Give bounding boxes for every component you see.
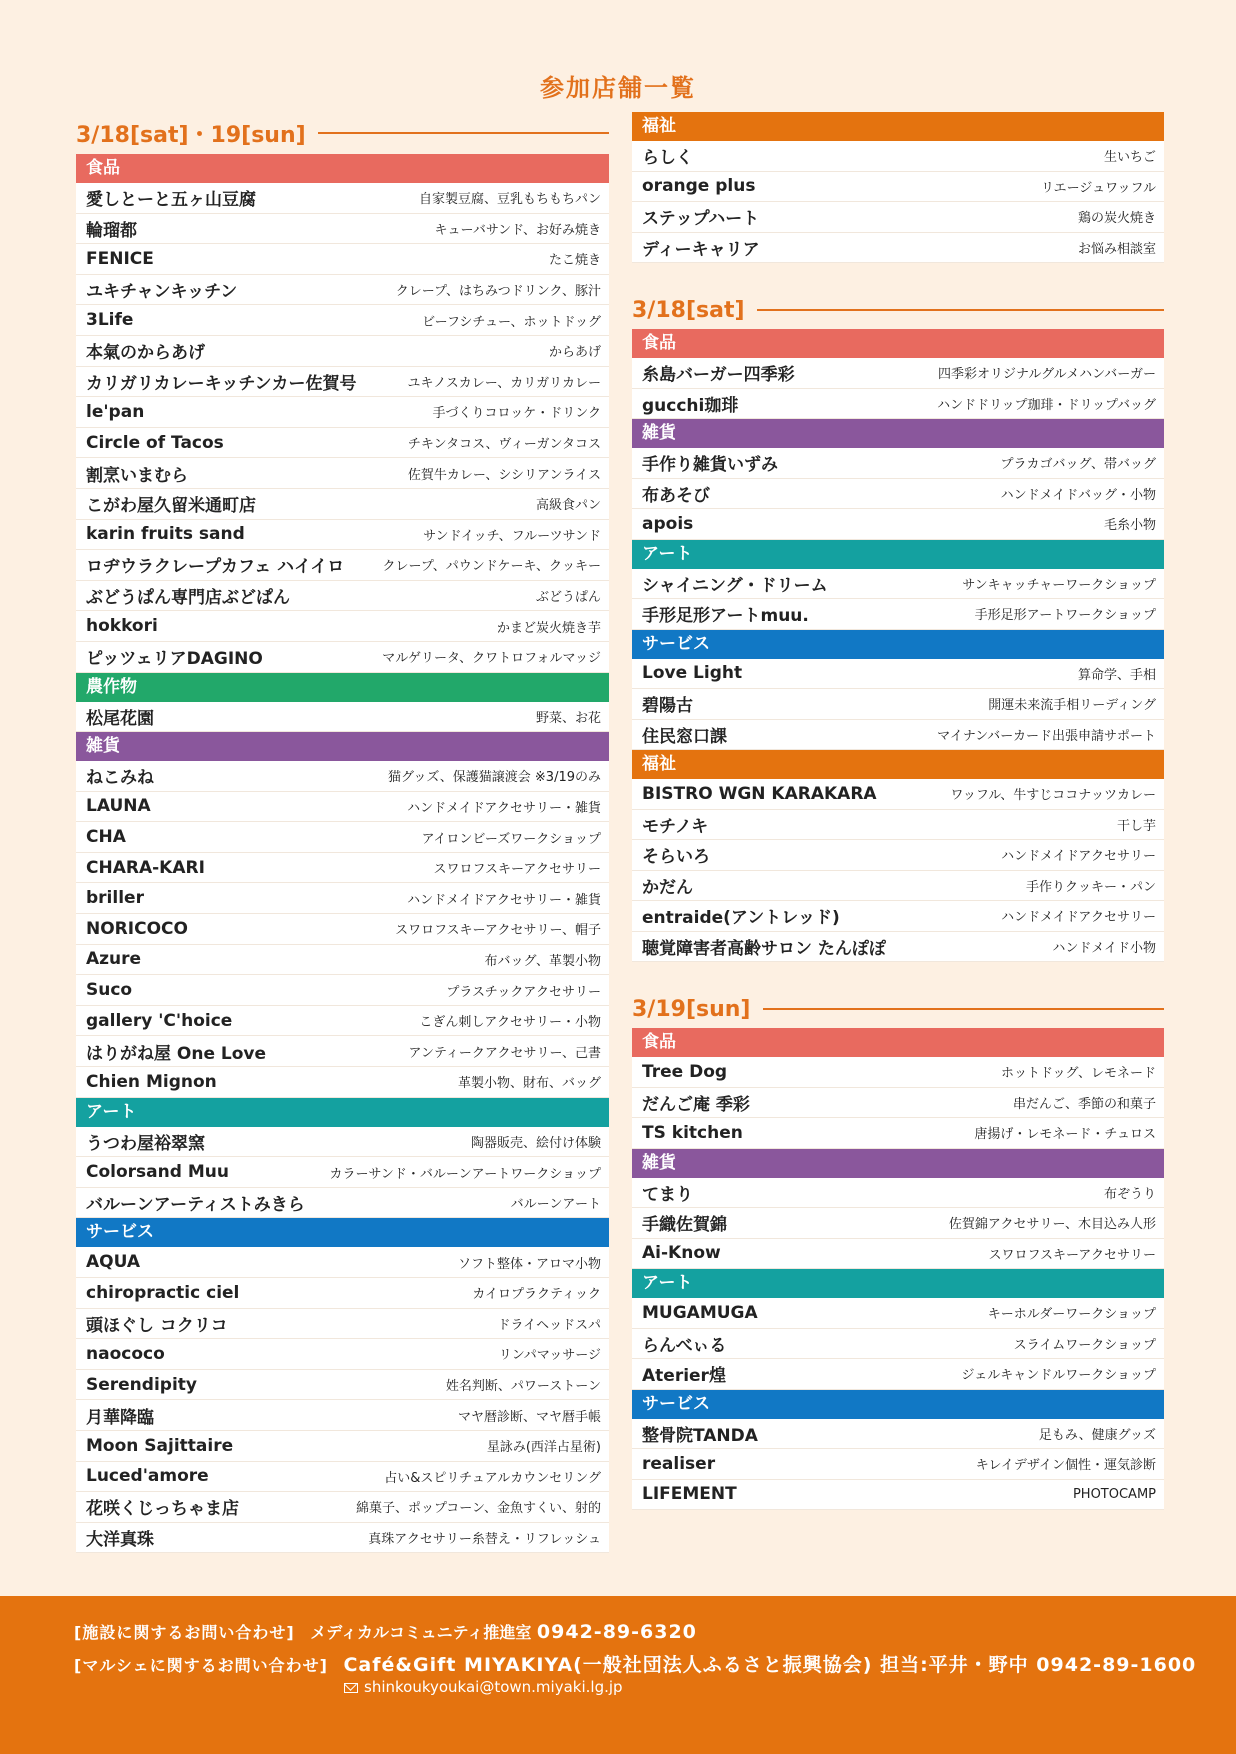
shop-row	[76, 822, 609, 853]
left-shop-list	[76, 154, 609, 1553]
facility-contact-label: [施設に関するお問い合わせ]	[74, 1623, 295, 1642]
shop-name: CHARA-KARI	[86, 857, 205, 878]
shop-row	[632, 1208, 1164, 1239]
shop-description: 布バッグ、革製小物	[484, 953, 601, 969]
shop-row	[632, 779, 1164, 810]
shop-row	[76, 1278, 609, 1309]
shop-name: Tree Dog	[642, 1061, 728, 1082]
shop-name: 碧陽古	[642, 696, 693, 717]
shop-name: 輪瑠都	[86, 220, 137, 241]
shop-name: naococo	[86, 1343, 165, 1364]
shop-description: ハンドメイドアクセサリー	[1001, 849, 1156, 865]
shop-description: キーホルダーワークショップ	[987, 1307, 1156, 1323]
shop-name: 頭ほぐし コクリコ	[86, 1315, 228, 1336]
shop-row	[76, 1036, 609, 1067]
shop-description: 野菜、お花	[535, 710, 601, 726]
shop-name: Azure	[86, 949, 142, 970]
shop-name: 大洋真珠	[86, 1530, 154, 1551]
shop-description: ドライヘッドスパ	[497, 1317, 601, 1333]
shop-description: ジェルキャンドルワークショップ	[961, 1368, 1156, 1384]
shop-description: ハンドメイド小物	[1052, 940, 1156, 956]
shop-description: ビーフシチュー、ホットドッグ	[422, 314, 601, 330]
shop-row	[632, 1419, 1164, 1450]
category-header: 福祉	[632, 750, 1164, 779]
shop-name: gallery 'C'hoice	[86, 1010, 233, 1031]
shop-name: entraide(アントレッド)	[642, 908, 840, 929]
shop-name: 花咲くじっちゃま店	[86, 1499, 239, 1520]
shop-description: かまど炭火焼き芋	[496, 620, 601, 636]
shop-name: NORICOCO	[86, 918, 188, 939]
shop-name: CHA	[86, 827, 126, 848]
shop-row	[632, 840, 1164, 871]
shop-name: ピッツェリアDAGINO	[86, 649, 263, 670]
shop-name: TS kitchen	[642, 1122, 743, 1143]
category-header: 食品	[76, 154, 609, 183]
shop-description: 星詠み(西洋占星術)	[486, 1440, 601, 1456]
shop-name: 糸島バーガー四季彩	[642, 365, 795, 386]
shop-description: 姓名判断、パワーストーン	[445, 1379, 601, 1395]
shop-row	[76, 581, 609, 612]
shop-description: ぶどうぱん	[535, 590, 601, 606]
shop-description: 唐揚げ・レモネード・チュロス	[974, 1127, 1156, 1143]
shop-description: バルーンアート	[510, 1197, 601, 1213]
shop-name: うつわ屋裕翠窯	[86, 1133, 205, 1154]
shop-row	[76, 428, 609, 459]
shop-description: ハンドメイドアクセサリー・雑貨	[407, 800, 601, 816]
shop-name: realiser	[642, 1453, 716, 1474]
date-heading-label: 3/18[sat]	[632, 297, 745, 323]
shop-name: Ai-Know	[642, 1243, 721, 1264]
shop-description: 陶器販売、絵付け体験	[470, 1135, 601, 1151]
shop-row	[76, 367, 609, 398]
shop-row	[76, 489, 609, 520]
shop-name: chiropractic ciel	[86, 1282, 240, 1303]
date-heading	[632, 990, 1164, 1028]
shop-description: マルゲリータ、クワトロフォルマッジ	[382, 651, 601, 667]
shop-description: スライムワークショップ	[1013, 1337, 1156, 1353]
shop-description: 串だんご、季節の和菓子	[1012, 1096, 1156, 1112]
shop-name: hokkori	[86, 616, 158, 637]
shop-row	[632, 141, 1164, 172]
shop-name: ぶどうぱん専門店ぶどぱん	[86, 588, 290, 609]
shop-name: 月華降臨	[86, 1407, 154, 1428]
shop-description: チキンタコス、ヴィーガンタコス	[407, 437, 601, 453]
shop-name: Aterier煌	[642, 1366, 726, 1387]
shop-description: プラスチックアクセサリー	[446, 984, 601, 1000]
shop-row	[632, 358, 1164, 389]
shop-name: 手作り雑貨いずみ	[642, 455, 778, 476]
category-header: 食品	[632, 329, 1164, 358]
shop-name: だんご庵 季彩	[642, 1094, 750, 1115]
shop-row	[76, 1370, 609, 1401]
shop-description: マヤ暦診断、マヤ暦手帳	[457, 1409, 601, 1425]
shop-name: le'pan	[86, 401, 145, 422]
shop-name: ねこみね	[86, 768, 154, 789]
shop-name: Luced'amore	[86, 1466, 209, 1487]
shop-row	[76, 761, 609, 792]
shop-row	[632, 720, 1164, 751]
shop-name: AQUA	[86, 1252, 141, 1273]
shop-description: 算命学、手相	[1077, 667, 1156, 683]
shop-row	[632, 202, 1164, 233]
category-header: アート	[632, 1269, 1164, 1298]
shop-name: Colorsand Muu	[86, 1162, 229, 1183]
shop-name: 3Life	[86, 310, 134, 331]
shop-row	[76, 611, 609, 642]
shop-row	[76, 397, 609, 428]
shop-description: アンティークアクセサリー、己書	[408, 1045, 601, 1061]
category-header: 食品	[632, 1028, 1164, 1057]
mail-icon	[344, 1683, 358, 1693]
shop-name: こがわ屋久留米通町店	[86, 496, 256, 517]
category-header: 雑貨	[76, 732, 609, 761]
shop-description: 佐賀錦アクセサリー、木目込み人形	[948, 1217, 1156, 1233]
date-heading-rule	[757, 309, 1164, 311]
shop-name: orange plus	[642, 176, 756, 197]
shop-row	[632, 1449, 1164, 1480]
shop-description: PHOTOCAMP	[1072, 1486, 1156, 1502]
shop-name: ステップハート	[642, 209, 760, 230]
shop-row	[632, 569, 1164, 600]
shop-row	[632, 448, 1164, 479]
shop-name: Moon Sajittaire	[86, 1435, 234, 1456]
shop-row	[632, 1329, 1164, 1360]
contact-email[interactable]	[344, 1678, 623, 1696]
shop-row	[76, 1309, 609, 1340]
shop-row	[632, 1057, 1164, 1088]
right-column	[632, 112, 1164, 1510]
shop-description: 綿菓子、ポップコーン、金魚すくい、射的	[355, 1501, 601, 1517]
date-heading-rule	[318, 132, 609, 134]
shop-name: gucchi珈琲	[642, 395, 739, 416]
contact-email-address[interactable]: shinkoukyoukai@town.miyaki.lg.jp	[364, 1678, 623, 1696]
shop-row	[76, 1188, 609, 1219]
shop-description: からあげ	[548, 345, 601, 361]
shop-description: 四季彩オリジナルグルメハンバーガー	[937, 367, 1156, 383]
shop-name: karin fruits sand	[86, 524, 245, 545]
shop-name: ロヂウラクレープカフェ ハイイロ	[86, 557, 345, 578]
shop-description: ハンドドリップ珈琲・ドリップバッグ	[937, 397, 1156, 413]
shop-row	[632, 599, 1164, 630]
shop-description: ハンドメイドアクセサリー・雑貨	[407, 892, 601, 908]
shop-row	[632, 810, 1164, 841]
shop-name: 手織佐賀錦	[642, 1215, 727, 1236]
shop-name: MUGAMUGA	[642, 1302, 758, 1323]
shop-description: 手作りクッキー・パン	[1025, 879, 1156, 895]
shop-description: 足もみ、健康グッズ	[1038, 1427, 1156, 1443]
shop-description: ユキノスカレー、カリガリカレー	[407, 375, 601, 391]
shop-description: クレープ、はちみつドリンク、豚汁	[395, 284, 601, 300]
shop-description: ホットドッグ、レモネード	[1001, 1066, 1156, 1082]
shop-name: ユキチャンキッチン	[86, 282, 238, 303]
shop-row	[76, 275, 609, 306]
shop-name: バルーンアーティストみきら	[86, 1195, 305, 1216]
date-heading	[632, 291, 1164, 329]
shop-row	[632, 233, 1164, 264]
shop-description: クレープ、パウンドケーキ、クッキー	[382, 559, 601, 575]
category-header: 雑貨	[632, 419, 1164, 448]
shop-name: 松尾花園	[86, 708, 154, 729]
shop-row	[76, 1523, 609, 1554]
shop-row	[76, 336, 609, 367]
shop-description: 占い&スピリチュアルカウンセリング	[384, 1470, 601, 1486]
shop-row	[76, 520, 609, 551]
shop-description: 生いちご	[1103, 150, 1156, 166]
shop-row	[632, 509, 1164, 540]
page-title: 参加店舗一覧	[540, 74, 696, 102]
shop-row	[632, 389, 1164, 420]
shop-name: らんべぃる	[642, 1335, 727, 1356]
shop-name: Suco	[86, 980, 133, 1001]
shop-row	[76, 853, 609, 884]
category-header: アート	[632, 540, 1164, 569]
shop-name: Circle of Tacos	[86, 432, 224, 453]
shop-description: リエージュワッフル	[1040, 180, 1156, 196]
shop-name: 整骨院TANDA	[642, 1425, 758, 1446]
shop-name: てまり	[642, 1184, 693, 1205]
shop-description: 鶏の炭火焼き	[1077, 211, 1156, 227]
shop-name: Serendipity	[86, 1374, 197, 1395]
shop-name: モチノキ	[642, 816, 709, 837]
marche-contact	[74, 1650, 1196, 1677]
shop-name: かだん	[642, 877, 693, 898]
category-header: サービス	[76, 1218, 609, 1247]
left-column	[76, 112, 609, 1553]
shop-description: スワロフスキーアクセサリー、帽子	[395, 923, 601, 939]
shop-description: 毛糸小物	[1103, 518, 1156, 534]
shop-row	[632, 689, 1164, 720]
shop-name: apois	[642, 513, 694, 534]
marche-contact-label: [マルシェに関するお問い合わせ]	[74, 1656, 328, 1675]
shop-row	[76, 1431, 609, 1462]
shop-name: LIFEMENT	[642, 1484, 737, 1505]
shop-description: カラーサンド・バルーンアートワークショップ	[329, 1166, 601, 1182]
shop-description: お悩み相談室	[1077, 241, 1156, 257]
shop-description: キレイデザイン個性・運気診断	[975, 1458, 1156, 1474]
shop-description: サンドイッチ、フルーツサンド	[423, 528, 601, 544]
shop-description: 干し芋	[1116, 818, 1156, 834]
shop-row	[76, 1157, 609, 1188]
shop-description: 布ぞうり	[1103, 1186, 1156, 1202]
shop-description: スワロフスキーアクセサリー	[433, 862, 601, 878]
shop-description: キューバサンド、お好み焼き	[434, 222, 601, 238]
date-heading-rule	[763, 1008, 1165, 1010]
shop-row	[76, 458, 609, 489]
shop-row	[76, 1127, 609, 1158]
shop-row	[76, 1006, 609, 1037]
shop-row	[76, 975, 609, 1006]
shop-name: 割烹いまむら	[86, 465, 188, 486]
shop-row	[632, 1178, 1164, 1209]
shop-row	[76, 244, 609, 275]
shop-row	[632, 1359, 1164, 1390]
shop-row	[76, 1247, 609, 1278]
shop-name: Love Light	[642, 663, 743, 684]
shop-name: LAUNA	[86, 796, 151, 817]
shop-description: 高級食パン	[535, 498, 601, 514]
shop-row	[76, 1339, 609, 1370]
shop-description: リンパマッサージ	[498, 1348, 601, 1364]
shop-description: マイナンバーカード出張申請サポート	[937, 728, 1156, 744]
contact-footer	[0, 1596, 1236, 1754]
shop-row	[632, 1480, 1164, 1511]
shop-description: サンキャッチャーワークショップ	[962, 577, 1156, 593]
shop-row	[632, 1088, 1164, 1119]
facility-contact-name: メディカルコミュニティ推進室	[310, 1623, 532, 1642]
marche-contact-detail: Café&Gift MIYAKIYA(一般社団法人ふるさと振興協会) 担当:平井・野中 0942-89-1600	[343, 1654, 1197, 1676]
shop-name: Chien Mignon	[86, 1071, 217, 1092]
shop-name: はりがね屋 One Love	[86, 1043, 267, 1064]
shop-description: 開運未来流手相リーディング	[988, 698, 1156, 714]
shop-row	[76, 305, 609, 336]
shop-name: カリガリカレーキッチンカー佐賀号	[86, 373, 357, 394]
shop-row	[76, 1067, 609, 1098]
shop-description: たこ焼き	[548, 253, 601, 269]
category-header: アート	[76, 1098, 609, 1127]
category-header: 農作物	[76, 673, 609, 702]
shop-row	[76, 1492, 609, 1523]
shop-description: 革製小物、財布、バッグ	[457, 1076, 601, 1092]
shop-description: 猫グッズ、保護猫譲渡会 ※3/19のみ	[388, 770, 601, 786]
shop-description: ワッフル、牛すじココナッツカレー	[950, 788, 1156, 804]
shop-name: 愛しとーと五ヶ山豆腐	[86, 190, 256, 211]
shop-row	[76, 883, 609, 914]
shop-row	[632, 932, 1164, 963]
shop-row	[632, 1118, 1164, 1149]
shop-row	[76, 945, 609, 976]
shop-row	[76, 1462, 609, 1493]
shop-row	[76, 183, 609, 214]
shop-row	[76, 702, 609, 733]
facility-contact-phone: 0942-89-6320	[536, 1621, 697, 1643]
shop-row	[76, 1400, 609, 1431]
shop-row	[76, 550, 609, 581]
shop-name: briller	[86, 888, 144, 909]
shop-row	[632, 871, 1164, 902]
shop-description: ハンドメイドアクセサリー	[1001, 910, 1156, 926]
shop-row	[632, 479, 1164, 510]
date-heading	[76, 112, 609, 154]
shop-name: ディーキャリア	[642, 239, 760, 260]
shop-description: アイロンビーズワークショップ	[421, 831, 601, 847]
shop-name: FENICE	[86, 248, 154, 269]
shop-row	[76, 642, 609, 673]
category-header: 雑貨	[632, 1149, 1164, 1178]
shop-description: プラカゴバッグ、帯バッグ	[1000, 457, 1156, 473]
date-heading-label: 3/18[sat]・19[sun]	[76, 122, 306, 148]
shop-name: 手形足形アートmuu.	[642, 606, 809, 627]
shop-name: らしく	[642, 148, 693, 169]
category-header: サービス	[632, 630, 1164, 659]
shop-row	[632, 659, 1164, 690]
shop-name: そらいろ	[642, 847, 710, 868]
shop-description: スワロフスキーアクセサリー	[988, 1247, 1156, 1263]
shop-name: シャイニング・ドリーム	[642, 575, 828, 596]
shop-description: 手形足形アートワークショップ	[974, 608, 1156, 624]
shop-name: 住民窓口課	[642, 726, 727, 747]
shop-name: BISTRO WGN KARAKARA	[642, 783, 877, 804]
shop-name: 本氣のからあげ	[86, 343, 205, 364]
shop-name: 聴覚障害者高齢サロン たんぽぽ	[642, 938, 886, 959]
shop-row	[632, 901, 1164, 932]
shop-row	[632, 172, 1164, 203]
shop-description: 自家製豆腐、豆乳もちもちパン	[418, 192, 601, 208]
shop-description: 真珠アクセサリー糸替え・リフレッシュ	[368, 1532, 601, 1548]
shop-description: こぎん刺しアクセサリー・小物	[419, 1015, 601, 1031]
shop-row	[632, 1239, 1164, 1270]
shop-name: 布あそび	[642, 485, 710, 506]
shop-description: カイロプラクティック	[472, 1287, 601, 1303]
date-heading-label: 3/19[sun]	[632, 996, 751, 1022]
category-header: サービス	[632, 1390, 1164, 1419]
shop-row	[76, 214, 609, 245]
shop-description: 佐賀牛カレー、シシリアンライス	[407, 467, 601, 483]
shop-description: ソフト整体・アロマ小物	[457, 1256, 601, 1272]
shop-description: 手づくりコロッケ・ドリンク	[432, 406, 601, 422]
category-header: 福祉	[632, 112, 1164, 141]
shop-row	[76, 914, 609, 945]
shop-row	[632, 1298, 1164, 1329]
shop-description: ハンドメイドバッグ・小物	[1000, 487, 1156, 503]
facility-contact	[74, 1620, 697, 1643]
shop-row	[76, 792, 609, 823]
